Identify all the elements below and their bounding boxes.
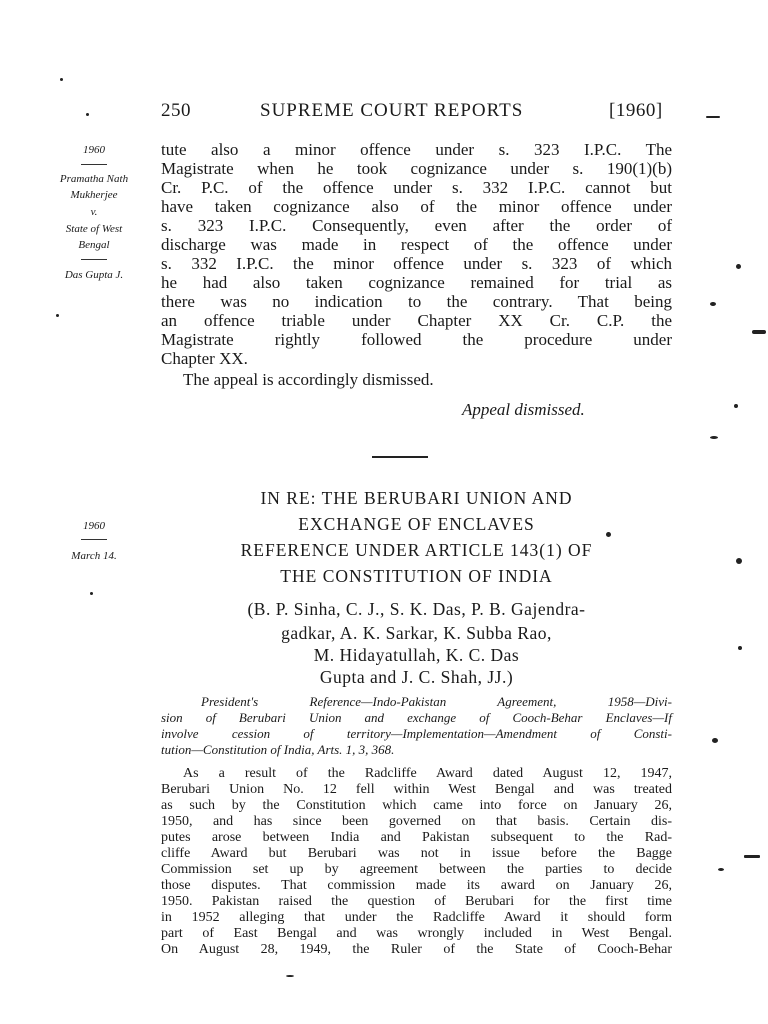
margin-year: 1960 [83,144,105,156]
margin-versus: v. [90,206,98,218]
running-title: SUPREME COURT REPORTS [260,100,524,121]
margin-rule [81,164,107,165]
bench-line: (B. P. Sinha, C. J., S. K. Das, P. B. Gajendra- [247,599,586,619]
facts-line: in 1952 alleging that under the Radcliffe Award it should form [161,910,672,925]
scan-speck [738,646,742,650]
scan-speck [736,558,742,564]
judgment-line: Magistrate rightly followed the procedure under [161,330,672,349]
judgment-line: there was no indication to the contrary. That being [161,292,672,311]
facts-line: Commission set up by agreement between the parties to decide [161,862,672,877]
judgment-line: s. 323 I.P.C. Consequently, even after the order of [161,216,672,235]
facts-line: as such by the Constitution which came into force on January 26, [161,798,672,813]
headnote-line: sion of Berubari Union and exchange of Cooch-Behar Enclaves—If [161,710,672,725]
page-number: 250 [161,100,191,121]
facts-paragraph [161,766,672,966]
judgment-text [161,140,672,370]
judgment-line: discharge was made in respect of the offence under [161,235,672,254]
margin-party2-line1: State of West [65,223,123,235]
facts-line: part of East Bengal and was wrongly included in West Bengal. [161,926,672,941]
volume-year: [1960] [609,100,663,121]
judgment-line: Magistrate when he took cognizance under s. 190(1)(b) [161,159,672,178]
facts-line: cliffe Award but Berubari was not in issue before the Bagge [161,846,672,861]
facts-line: those disputes. That commission made its award on January 26, [161,878,672,893]
facts-line: 1950, and has since been governed on that basis. Certain dis- [161,814,672,829]
appeal-dismissed: Appeal dismissed. [462,400,585,419]
scan-speck [706,116,720,118]
facts-line: Berubari Union No. 12 fell within West Bengal and was treated [161,782,672,797]
judgment-line: s. 332 I.P.C. the minor offence under s. 323 of which [161,254,672,273]
judgment-line: tute also a minor offence under s. 323 I.P.C. The [161,140,672,159]
case-title-line: REFERENCE UNDER ARTICLE 143(1) OF [240,540,593,560]
bench-line: Gupta and J. C. Shah, JJ.) [319,667,514,687]
headnote [161,694,672,762]
headnote-line: President's Reference—Indo-Pakistan Agreement, 1958—Divi- [201,694,672,709]
scan-speck [86,113,89,116]
scan-speck [60,78,63,81]
case-margin-date: March 14. [71,550,117,562]
margin-rule [81,259,107,260]
scan-speck [56,314,59,317]
judgment-line: Cr. P.C. of the offence under s. 332 I.P.C. cannot but [161,178,672,197]
scan-speck [710,436,718,439]
scan-speck [736,264,741,269]
dismissal-sentence: The appeal is accordingly dismissed. [183,370,434,389]
case-title-line: THE CONSTITUTION OF INDIA [280,566,553,586]
facts-line: putes arose between India and Pakistan subsequent to the Rad- [161,830,672,845]
case-margin-year: 1960 [83,520,105,532]
headnote-line: tution—Constitution of India, Arts. 1, 3, 368. [161,742,395,757]
case-title-line: EXCHANGE OF ENCLAVES [298,514,535,534]
scan-speck [752,330,766,334]
facts-line: On August 28, 1949, the Ruler of the State of Cooch-Behar [161,942,672,957]
section-separator [372,456,428,458]
judgment-line: Chapter XX. [161,349,248,368]
headnote-line: involve cession of territory—Implementation—Amendment of Consti- [161,726,672,741]
facts-line: As a result of the Radcliffe Award dated August 12, 1947, [183,766,672,781]
scan-speck [606,532,611,537]
margin-party2-line2: Bengal [78,239,110,251]
bench-line: M. Hidayatullah, K. C. Das [313,645,520,665]
scan-speck [710,302,716,306]
judgment-line: have taken cognizance also of the minor offence under [161,197,672,216]
scan-speck [712,738,718,743]
scan-speck [734,404,738,408]
case-title-line: IN RE: THE BERUBARI UNION AND [260,488,573,508]
scan-speck [286,975,294,977]
margin-rule [81,539,107,540]
scan-speck [90,592,93,595]
margin-judge: Das Gupta J. [64,269,124,281]
bench-line: gadkar, A. K. Sarkar, K. Subba Rao, [281,623,552,643]
scan-speck [744,855,760,858]
margin-party1-line1: Pramatha Nath [59,173,129,185]
margin-party1-line2: Mukherjee [70,189,118,201]
facts-line: 1950. Pakistan raised the question of Berubari for the first time [161,894,672,909]
scan-speck [718,868,724,871]
judgment-line: an offence triable under Chapter XX Cr. C.P. the [161,311,672,330]
judgment-line: he had also taken cognizance remained for trial as [161,273,672,292]
